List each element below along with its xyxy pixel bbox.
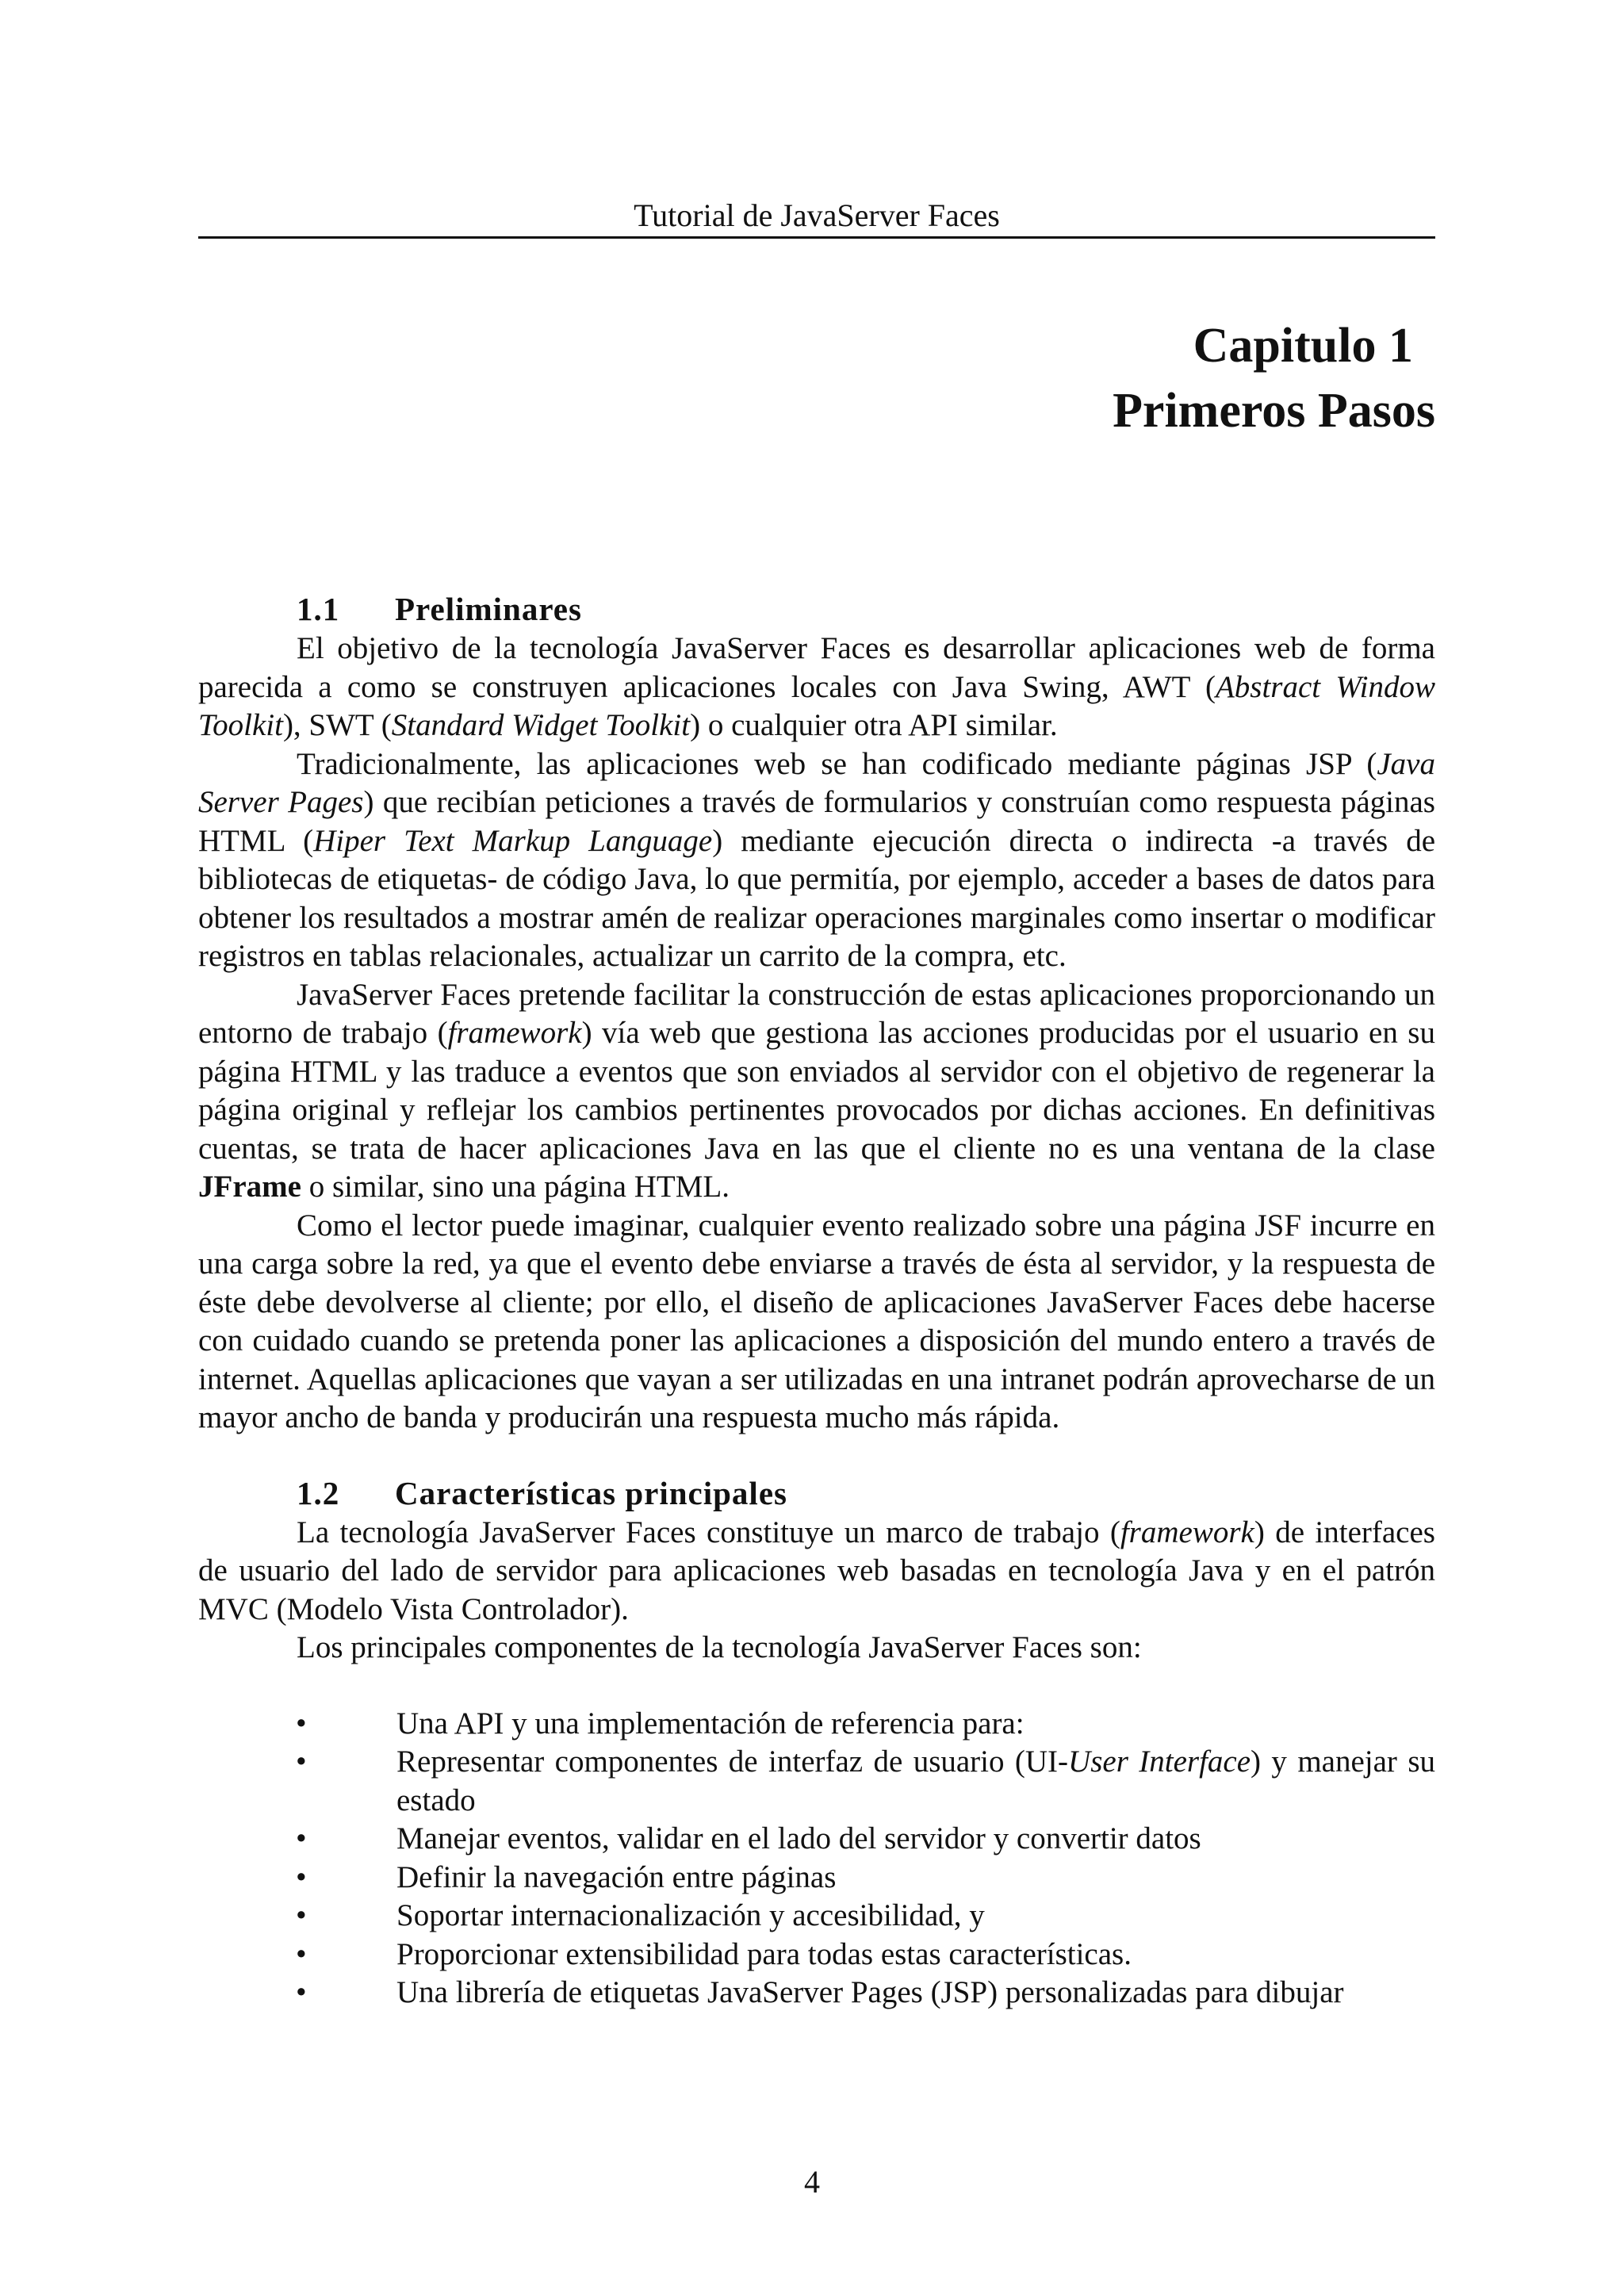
italic-term: Hiper Text Markup Language: [313, 823, 713, 858]
section-number: 1.1: [297, 591, 340, 627]
text-run: Representar componentes de interfaz de usuario (UI-: [396, 1744, 1069, 1779]
bold-term: JFrame: [198, 1170, 301, 1204]
text-run: JavaServer Faces pretende facilitar la construcción de estas aplicaciones proporcionando un entorno de trabajo (: [198, 977, 1435, 1050]
italic-term: User Interface: [1068, 1744, 1251, 1779]
text-run: El objetivo de la tecnología JavaServer Faces es desarrollar aplicaciones web de forma parecida a como se construyen aplicaciones locales con Java Swing, AWT (: [198, 631, 1435, 704]
list-item: • Soportar internacionalización y accesibilidad, y: [198, 1897, 1435, 1936]
running-header: Tutorial de JavaServer Faces: [634, 197, 1000, 233]
section-title: Características principales: [395, 1474, 787, 1511]
chapter-label: Capitulo 1: [1193, 319, 1413, 373]
text-run: ) vía web que gestiona las acciones producidas por el usuario en su página HTML y las traduce a eventos que son enviados al servidor con el objetivo de regenerar la página original y reflejar los cambios pertinentes provocados por dichas acciones. En definitivas cuentas, se trata de hacer aplicaciones Java en las que el cliente no es una ventana de la clase: [198, 1016, 1435, 1166]
paragraph: Los principales componentes de la tecnología JavaServer Faces son:: [297, 1630, 1142, 1664]
section-number: 1.2: [297, 1474, 340, 1511]
text-run: ) mediante ejecución directa o indirecta -a través de bibliotecas de etiquetas- de código Java, lo que permitía, por ejemplo, acceder a bases de datos para obtener los resultados a mostrar amén de realizar operaciones marginales como insertar o modificar registros en tablas relacionales, actualizar un carrito de la compra, etc.: [198, 823, 1436, 973]
italic-term: framework: [1120, 1515, 1254, 1549]
text-run: Tradicionalmente, las aplicaciones web se han codificado mediante páginas JSP (: [297, 746, 1377, 781]
list-item: • Una API y una implementación de referencia para:: [198, 1705, 1435, 1744]
chapter-title: Primeros Pasos: [1113, 384, 1435, 438]
text-run: ), SWT (: [282, 708, 392, 742]
list-item: [198, 1743, 1435, 1820]
section-heading-caracteristicas: [198, 1473, 1435, 1514]
italic-term: framework: [447, 1016, 582, 1050]
list-item: • Una librería de etiquetas JavaServer Pages (JSP) personalizadas para dibujar: [198, 1974, 1435, 2013]
page-number: 4: [804, 2164, 820, 2200]
text-run: La tecnología JavaServer Faces constituye un marco de trabajo (: [297, 1515, 1120, 1549]
section-heading-preliminares: [198, 588, 1435, 630]
italic-term: Standard Widget Toolkit: [391, 708, 691, 742]
list-item: • Manejar eventos, validar en el lado del servidor y convertir datos: [198, 1820, 1435, 1859]
text-run: ) o cualquier otra API similar.: [690, 708, 1058, 742]
paragraph: [198, 1514, 1435, 1630]
section-spacer: [198, 1438, 1435, 1473]
paragraph: [198, 745, 1435, 976]
list-item: • Definir la navegación entre páginas: [198, 1859, 1435, 1898]
list-item: • Proporcionar extensibilidad para todas estas características.: [198, 1936, 1435, 1974]
paragraph: [198, 630, 1435, 745]
italic-term: Abstract Window Toolkit: [198, 669, 1436, 742]
italic-term: Java Server Pages: [198, 746, 1435, 819]
document-body: [198, 588, 1435, 2013]
text-run: ) de interfaces de usuario del lado de servidor para aplicaciones web basadas en tecnología Java y en el patrón MVC (Modelo Vista Controlador).: [198, 1515, 1435, 1626]
bullet-list: [198, 1705, 1435, 2013]
section-title: Preliminares: [395, 591, 582, 627]
paragraph: [198, 976, 1435, 1207]
text-run: o similar, sino una página HTML.: [301, 1170, 730, 1204]
chapter-heading: [1113, 313, 1435, 443]
text-run: ) que recibían peticiones a través de formularios y construían como respuesta páginas HTML (: [198, 785, 1435, 858]
header-rule: [198, 236, 1435, 239]
text-run: ) y manejar su estado: [396, 1744, 1435, 1817]
paragraph: Como el lector puede imaginar, cualquier evento realizado sobre una página JSF incurre en una carga sobre la red, ya que el evento debe enviarse a través de ésta al servidor, y la respuesta de éste debe devolverse al cliente; por ello, el diseño de aplicaciones JavaServer Faces debe hacerse con cuidado cuando se pretenda poner las aplicaciones a disposición del mundo entero a través de internet. Aquellas aplicaciones que vayan a ser utilizadas en una intranet podrán aprovecharse de un mayor ancho de banda y producirán una respuesta mucho más rápida.: [198, 1208, 1435, 1434]
